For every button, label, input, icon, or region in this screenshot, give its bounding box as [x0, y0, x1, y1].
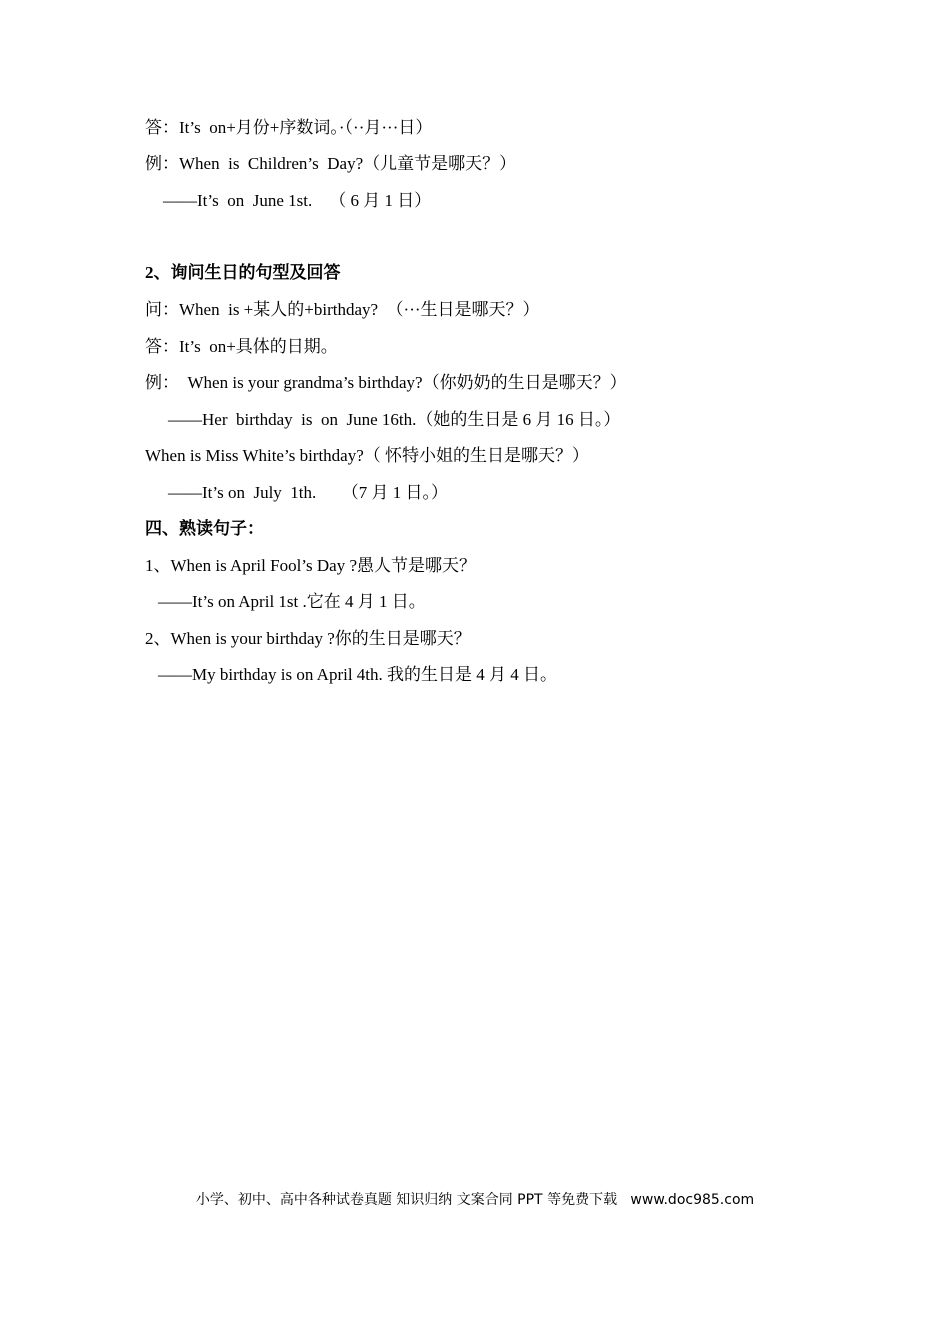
reading-sentence-2: 2、When is your birthday ?你的生日是哪天？ — [145, 629, 471, 648]
section-heading-reading: 四、熟读句子： — [145, 519, 264, 538]
page-footer: 小学、初中、高中各种试卷真题 知识归纳 文案合同 PPT 等免费下载 www.doc985.com — [195, 1192, 755, 1208]
example-question-line-3: When is Miss White’s birthday?（ 怀特小姐的生日是哪天？） — [145, 446, 590, 465]
example-answer-line-3: ——It’s on July 1th. （7 月 1 日。） — [168, 483, 449, 502]
answer-format-line: 答：It’s on+月份+序数词。·（··月···日） — [145, 118, 433, 137]
example-answer-line: ——It’s on June 1st. （ 6 月 1 日） — [163, 191, 432, 210]
reading-sentence-1: 1、When is April Fool’s Day ?愚人节是哪天？ — [145, 556, 477, 575]
example-question-line-2: 例： When is your grandma’s birthday?（你奶奶的生日是哪天？） — [145, 373, 627, 392]
section-heading-birthday: 2、询问生日的句型及回答 — [145, 263, 341, 282]
question-format-line: 问：When is +某人的+birthday? （···生日是哪天？） — [145, 300, 540, 319]
example-question-line: 例：When is Children’s Day?（儿童节是哪天？） — [145, 154, 517, 173]
reading-answer-1: ——It’s on April 1st .它在 4 月 1 日。 — [158, 592, 426, 611]
example-answer-line-2: ——Her birthday is on June 16th.（她的生日是 6 月 16 日。） — [168, 410, 621, 429]
reading-answer-2: ——My birthday is on April 4th. 我的生日是 4 月 4 日。 — [158, 665, 558, 684]
answer-format-line-2: 答：It’s on+具体的日期。 — [145, 337, 338, 356]
